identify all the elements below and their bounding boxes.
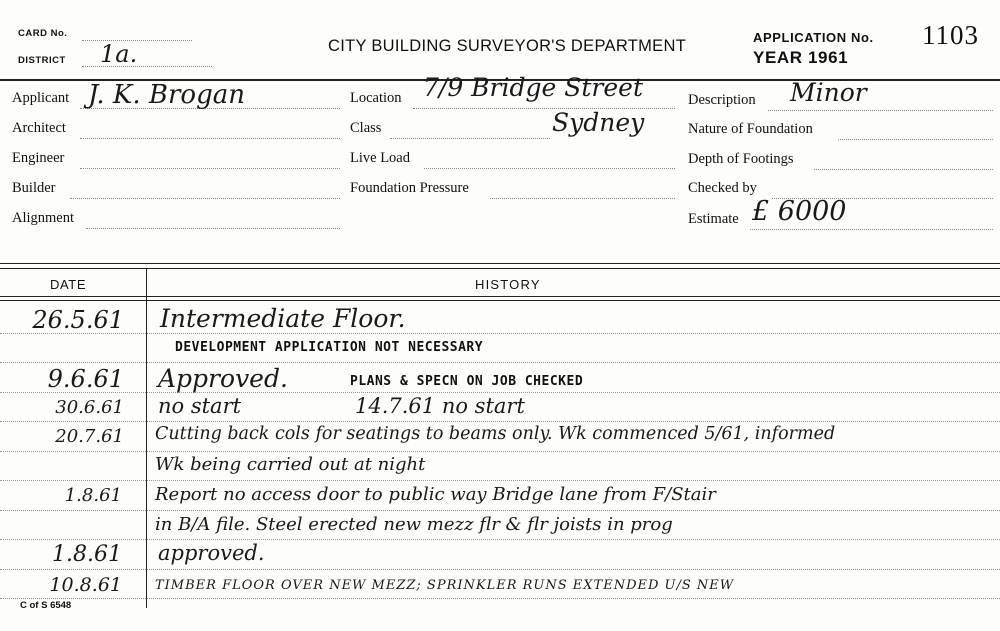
- live-load-line: [424, 168, 675, 169]
- card-no-label: CARD No.: [18, 28, 68, 39]
- history-rule: [0, 451, 1000, 452]
- table-row-stamp: DEVELOPMENT APPLICATION NOT NECESSARY: [175, 340, 484, 355]
- table-row-history: Intermediate Floor.: [160, 304, 406, 333]
- table-top-rule-2: [0, 268, 1000, 269]
- location-value-line1: 7/9 Bridge Street: [423, 73, 644, 102]
- description-value: Minor: [790, 78, 867, 107]
- class-label: Class: [350, 120, 382, 136]
- nature-of-foundation-label: Nature of Foundation: [688, 121, 813, 137]
- table-row-date: 20.7.61: [55, 426, 124, 447]
- depth-of-footings-line: [814, 169, 993, 170]
- history-rule: [0, 362, 1000, 363]
- depth-of-footings-label: Depth of Footings: [688, 151, 794, 167]
- table-row-date: 26.5.61: [32, 306, 124, 334]
- applicant-label: Applicant: [12, 90, 70, 106]
- table-row-history: Approved.: [158, 364, 288, 393]
- live-load-label: Live Load: [350, 150, 410, 166]
- table-row-date: 9.6.61: [47, 365, 124, 393]
- history-rule: [0, 510, 1000, 511]
- table-row-date: 1.8.61: [64, 485, 122, 506]
- estimate-value: £ 6000: [752, 196, 847, 227]
- table-row-history: no start: [158, 394, 242, 418]
- location-value-line2: Sydney: [552, 108, 645, 137]
- history-rule: [0, 569, 1000, 570]
- checked-by-label: Checked by: [688, 180, 757, 196]
- table-row-history: Cutting back cols for seatings to beams only. Wk commenced 5/61, informed: [155, 424, 836, 444]
- history-column-header: HISTORY: [475, 277, 541, 292]
- district-value: 1a.: [100, 40, 138, 68]
- description-label: Description: [688, 92, 756, 108]
- applicant-value: J. K. Brogan: [88, 80, 245, 110]
- form-code: C of S 6548: [20, 600, 72, 611]
- table-row-history: Report no access door to public way Bridge lane from F/Stair: [155, 484, 716, 505]
- table-row-date: 10.8.61: [49, 574, 122, 596]
- table-row-date: 1.8.61: [52, 542, 122, 567]
- alignment-label: Alignment: [12, 210, 75, 226]
- architect-label: Architect: [12, 120, 66, 136]
- estimate-label: Estimate: [688, 211, 739, 227]
- application-no-label: APPLICATION No.: [753, 30, 874, 45]
- nature-of-foundation-line: [838, 139, 993, 140]
- foundation-pressure-line: [490, 198, 675, 199]
- history-rule: [0, 392, 1000, 393]
- date-column-divider: [146, 268, 147, 608]
- table-row-history: 14.7.61 no start: [355, 394, 525, 418]
- table-row-date: 30.6.61: [55, 397, 124, 418]
- history-rule: [0, 421, 1000, 422]
- date-column-header: DATE: [50, 277, 87, 292]
- history-rule: [0, 598, 1000, 599]
- class-line: [390, 138, 550, 139]
- year-label: YEAR 1961: [753, 48, 849, 67]
- engineer-label: Engineer: [12, 150, 65, 166]
- history-rule: [0, 480, 1000, 481]
- table-header-rule-2: [0, 300, 1000, 301]
- description-line: [768, 110, 993, 111]
- application-number: 1103: [922, 20, 979, 50]
- architect-line: [80, 138, 340, 139]
- district-label: DISTRICT: [18, 55, 66, 66]
- foundation-pressure-label: Foundation Pressure: [350, 180, 469, 196]
- table-header-rule-1: [0, 296, 1000, 297]
- builder-label: Builder: [12, 180, 56, 196]
- table-row-history: approved.: [158, 541, 265, 565]
- table-row-history: in B/A file. Steel erected new mezz flr & flr joists in prog: [155, 514, 673, 535]
- table-row-stamp: PLANS & SPECN ON JOB CHECKED: [350, 374, 584, 389]
- location-label: Location: [350, 90, 402, 106]
- history-rule: [0, 333, 1000, 334]
- estimate-line: [750, 229, 993, 230]
- table-row-history: TIMBER FLOOR OVER NEW MEZZ; SPRINKLER RUNS EXTENDED U/S NEW: [155, 578, 735, 593]
- alignment-line: [86, 228, 340, 229]
- table-row-history: Wk being carried out at night: [155, 454, 426, 475]
- department-title: CITY BUILDING SURVEYOR'S DEPARTMENT: [328, 37, 687, 55]
- history-rule: [0, 539, 1000, 540]
- engineer-line: [80, 168, 340, 169]
- builder-line: [70, 198, 340, 199]
- table-top-rule-1: [0, 263, 1000, 264]
